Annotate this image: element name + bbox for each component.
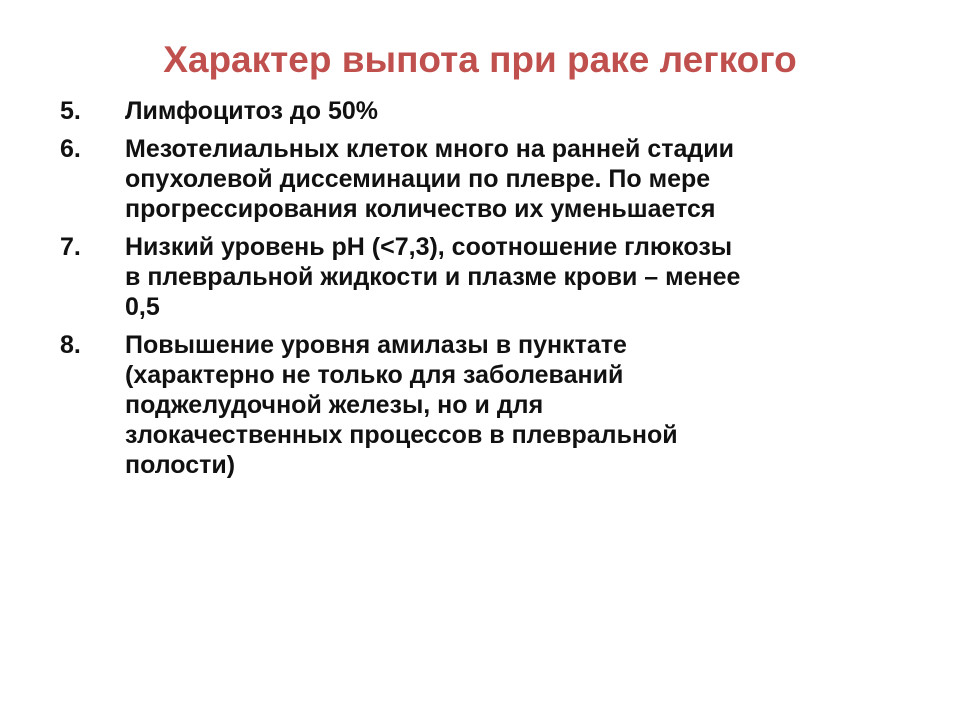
list-item-number: 7. (60, 233, 81, 261)
list-item-number: 5. (60, 97, 81, 125)
list-item-6 (60, 134, 930, 224)
list-item-line: 0,5 (125, 293, 160, 321)
list-item-text (125, 134, 930, 224)
list-item-line: опухолевой диссеминации по плевре. По мере (125, 165, 711, 193)
list-item-line: Низкий уровень рН (<7,3), соотношение глюкозы (125, 233, 733, 261)
slide-title: Характер выпота при раке легкого (163, 39, 797, 80)
list-item-line: Мезотелиальных клеток много на ранней стадии (125, 135, 734, 163)
list-item-line: Повышение уровня амилазы в пунктате (125, 331, 627, 359)
list-item-number: 8. (60, 331, 81, 359)
list-item-text (125, 232, 930, 322)
list-item-line: поджелудочной железы, но и для (125, 391, 544, 419)
list-item-8 (60, 330, 930, 480)
list-item-text (125, 96, 930, 126)
list-item-line: (характерно не только для заболеваний (125, 361, 624, 389)
list-item-line: в плевральной жидкости и плазме крови – менее (125, 263, 741, 291)
list-item-line: прогрессирования количество их уменьшается (125, 195, 716, 223)
list-item-line: злокачественных процессов в плевральной (125, 421, 678, 449)
list-item-5 (60, 96, 930, 126)
list-item-number: 6. (60, 135, 81, 163)
list-item-7 (60, 232, 930, 322)
list-item-line: полости) (125, 451, 236, 479)
list-item-text (125, 330, 930, 480)
numbered-list (60, 96, 930, 488)
list-item-line: Лимфоцитоз до 50% (125, 97, 378, 125)
